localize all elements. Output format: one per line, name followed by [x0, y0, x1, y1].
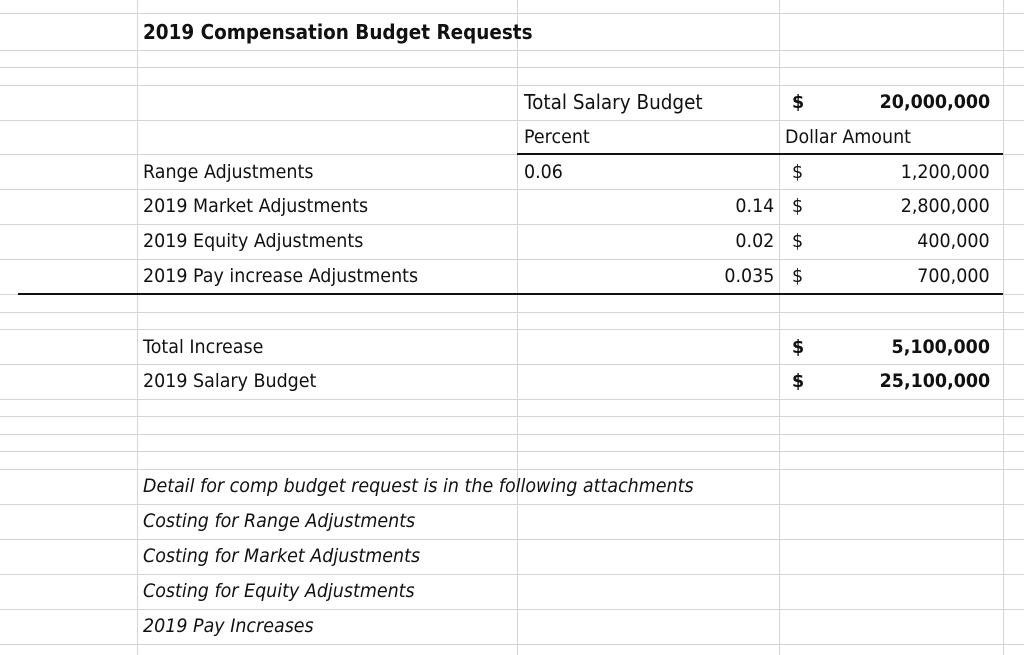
adjustment-percent: 0.035 [723, 265, 774, 287]
grid-row-line [0, 416, 1024, 417]
adjustment-percent: 0.02 [735, 230, 774, 252]
salary-budget-label: 2019 Salary Budget [143, 370, 317, 392]
notes-heading: Detail for comp budget request is in the following attachments [143, 475, 694, 497]
sheet-title: 2019 Compensation Budget Requests [143, 20, 533, 44]
grid-row-line [0, 434, 1024, 435]
adjustment-amount: 400,000 [917, 230, 990, 252]
adjustment-label: 2019 Market Adjustments [143, 195, 369, 217]
salary-budget-currency: $ [792, 370, 805, 392]
total-salary-budget-currency: $ [792, 91, 805, 113]
adjustment-amount: 700,000 [917, 265, 990, 287]
attachment-item: Costing for Equity Adjustments [143, 580, 415, 602]
dollar-amount-header: Dollar Amount [785, 126, 912, 148]
adjustment-percent: 0.06 [524, 161, 563, 183]
salary-budget-amount: 25,100,000 [879, 370, 990, 392]
grid-column-line [137, 0, 138, 655]
adjustment-currency: $ [792, 230, 804, 252]
grid-row-line [0, 85, 1024, 86]
adjustment-amount: 2,800,000 [901, 195, 990, 217]
grid-row-line [0, 67, 1024, 68]
grid-row-line [0, 312, 1024, 313]
total-increase-amount: 5,100,000 [891, 336, 990, 358]
grid-column-line [779, 0, 780, 655]
adjustment-currency: $ [792, 265, 804, 287]
grid-row-line [0, 50, 1024, 51]
total-salary-budget-label: Total Salary Budget [524, 90, 703, 114]
grid-row-line [0, 399, 1024, 400]
adjustment-currency: $ [792, 195, 804, 217]
attachment-item: Costing for Market Adjustments [143, 545, 421, 567]
adjustment-label: Range Adjustments [143, 161, 314, 183]
section-bottom-border [18, 293, 1003, 295]
adjustment-percent: 0.14 [735, 195, 774, 217]
grid-row-line [0, 13, 1024, 14]
grid-column-line [517, 0, 518, 655]
grid-row-line [0, 644, 1024, 645]
adjustment-label: 2019 Pay increase Adjustments [143, 265, 419, 287]
attachment-item: Costing for Range Adjustments [143, 510, 416, 532]
adjustment-label: 2019 Equity Adjustments [143, 230, 364, 252]
grid-row-line [0, 451, 1024, 452]
total-increase-label: Total Increase [143, 336, 264, 358]
attachment-item: 2019 Pay Increases [143, 615, 314, 637]
adjustment-currency: $ [792, 161, 804, 183]
percent-header: Percent [524, 126, 590, 148]
total-increase-currency: $ [792, 336, 805, 358]
grid-column-line [1003, 0, 1004, 655]
adjustment-amount: 1,200,000 [901, 161, 990, 183]
total-salary-budget-amount: 20,000,000 [879, 91, 990, 113]
